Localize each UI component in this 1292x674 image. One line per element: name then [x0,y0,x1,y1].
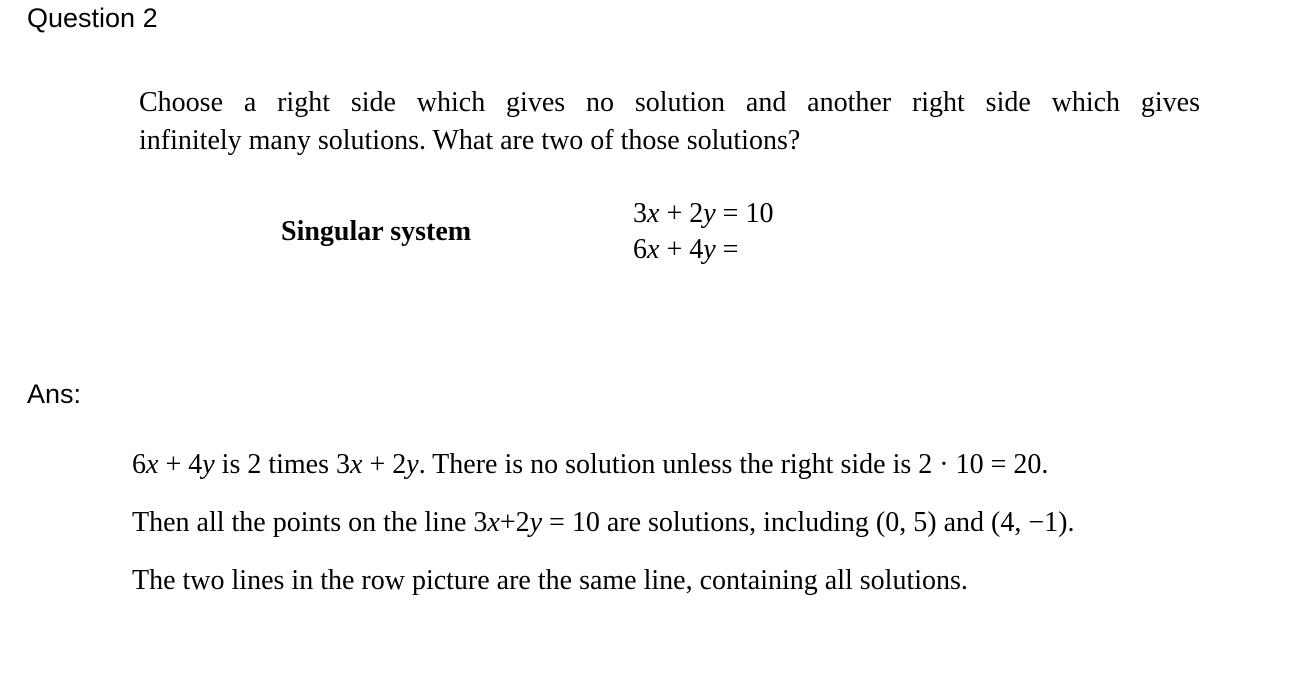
eq1-equals: = [722,198,739,229]
eq1-rhs: 10 [745,198,774,229]
answer-line-3: The two lines in the row picture are the same line, containing all solutions. [132,565,968,596]
eq2-coef-2: 4 [689,234,704,265]
answer-line-1 [132,436,1074,494]
expr-3x-2y [336,449,419,480]
eq1-plus: + [666,198,683,229]
question-prompt [139,84,1200,160]
expr-a-coef-2: 4 [188,449,203,480]
eq2-coef-1: 6 [633,234,647,265]
line-eq-rhs: 10 [571,507,600,538]
line-eq-var-2: y [529,507,543,538]
calc-expression: 2 · 10 = 20 [918,449,1042,480]
prompt-line-1: Choose a right side which gives no solution and another right side which gives [139,87,1200,118]
eq2-equals: = [722,234,739,265]
equation-system [633,196,773,268]
line-eq-equals: = [549,507,565,538]
answer-line-2-text-3: and [936,507,992,538]
answer-line-2 [132,494,1074,552]
expr-b-plus: + [369,449,386,480]
equation-2 [633,232,773,268]
line-eq-var-1: x [487,507,500,538]
line-eq-plus: + [499,507,516,538]
expr-a-var-1: x [146,449,159,480]
answer-line-1-text-1: is 2 times [214,449,337,480]
eq1-var-1: x [647,198,660,229]
equation-1 [633,196,773,232]
answer-line-1-text-2: . There is no solution unless the right side is [418,449,919,480]
eq1-coef-1: 3 [633,198,647,229]
answer-line-2-text-2: are solutions, including [599,507,876,538]
answer-line-2-text-1: Then all the points on the line [132,507,474,538]
expr-a-var-2: y [202,449,215,480]
expr-a-coef-1: 6 [132,449,146,480]
eq2-var-1: x [647,234,660,265]
expr-b-coef-1: 3 [336,449,351,480]
answer-body [132,436,1074,610]
eq2-var-2: y [703,234,716,265]
answer-heading: Ans: [27,379,82,409]
eq1-coef-2: 2 [689,198,704,229]
expr-b-coef-2: 2 [392,449,407,480]
eq2-plus: + [666,234,683,265]
line-equation [473,507,599,538]
expr-6x-4y [132,449,215,480]
expr-b-var-2: y [406,449,419,480]
answer-line-1-end: . [1041,449,1049,480]
eq1-var-2: y [703,198,716,229]
question-heading: Question 2 [27,3,158,33]
expr-a-plus: + [165,449,182,480]
system-label: Singular system [281,216,472,247]
prompt-line-2: infinitely many solutions. What are two of those solutions? [139,125,801,156]
point-1: (0, 5) [875,507,937,538]
line-eq-coef-2: 2 [515,507,530,538]
point-2: (4, −1) [991,507,1068,538]
expr-b-var-1: x [350,449,363,480]
line-eq-coef-1: 3 [473,507,488,538]
answer-line-2-end: . [1067,507,1075,538]
